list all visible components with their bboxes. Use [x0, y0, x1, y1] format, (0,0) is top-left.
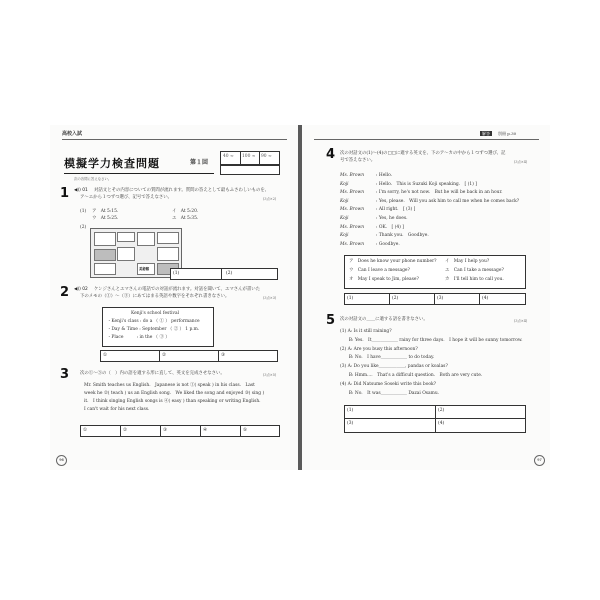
option: エ At 5:35.: [172, 216, 199, 221]
passage-line: it. I think singing English songs is ④( easy ) than speaking or writing English.: [84, 399, 261, 404]
dialogue-line: : All right. [ (3) ]: [376, 207, 416, 213]
audio-icon[interactable]: ◀)) 01: [74, 188, 88, 193]
answer-cell[interactable]: ③: [221, 353, 225, 358]
dialogue-line: : Yes, he does.: [376, 216, 408, 221]
answer-cell[interactable]: (1): [171, 269, 222, 279]
question-number: 5: [326, 313, 336, 328]
left-page: [50, 125, 298, 470]
dialogue-line: (3) A: Do you like＿＿＿＿＿＿, pandas or koalas?: [340, 364, 448, 370]
question-text: 次の対話文の＿＿に適する語を書きなさい。: [340, 317, 428, 322]
map-block: [94, 232, 116, 246]
speaker-name: Koji: [340, 216, 349, 221]
speaker-name: Ms. Brown: [340, 241, 365, 247]
passage-line: Mr. Smith teaches us English. Japanese is not ①( speak ) in his class. Last: [84, 383, 255, 388]
speaker-name: Koji: [340, 198, 349, 204]
round-label: 第１回: [190, 159, 209, 166]
answer-cell[interactable]: ③: [161, 426, 201, 436]
choice: エ Can I take a message?: [445, 268, 504, 273]
points-label: (3点×2): [263, 197, 277, 201]
map-museum-label: 美術館: [139, 267, 150, 271]
answer-cell[interactable]: ②: [160, 351, 219, 361]
map-block: [137, 232, 155, 246]
speaker-name: Koji: [340, 233, 349, 239]
question-text: 下のメモの（①）～（③）にあてはまる英語や数字をそれぞれ書きなさい。: [80, 294, 230, 299]
dialogue-line: B: Yes. It＿＿＿＿＿＿ rainy for three days. I hope it will be sunny tomorrow.: [340, 337, 523, 343]
option: イ At 5:20.: [172, 209, 199, 214]
dialogue-line: (4) A: Did Natsume Soseki write this book?: [340, 381, 436, 387]
dialogue-line: : Hello. This is Suzuki Koji speaking. [ (1) ]: [376, 181, 477, 187]
answer-cell[interactable]: (4): [438, 421, 445, 426]
dialogue-line: B: No. It was＿＿＿＿＿＿ Dazai Osamu.: [340, 390, 440, 396]
dialogue-line: : I'm sorry, he's not now. But he will be back in an hour.: [376, 190, 503, 196]
sub-label: (2): [80, 225, 87, 230]
speaker-name: Koji: [340, 181, 349, 187]
dialogue-line: : Yes, please. Will you ask him to call me when he comes back?: [376, 198, 520, 204]
audio-icon[interactable]: ◀)) 02: [74, 287, 88, 292]
general-note: 次の各問に答えなさい。: [74, 177, 112, 181]
answer-box: [80, 425, 280, 437]
score-cell: 100 ∞: [240, 152, 260, 164]
choice: ウ Can I leave a message?: [349, 268, 410, 273]
question-number: 2: [60, 285, 70, 300]
answer-cell[interactable]: ④: [201, 426, 241, 436]
option: ウ At 5:25.: [92, 216, 119, 221]
score-box: [220, 151, 280, 165]
speaker-name: Ms. Brown: [340, 173, 365, 178]
answer-cell[interactable]: (2): [226, 271, 233, 276]
map-block: [117, 247, 135, 261]
map-block: [94, 263, 116, 275]
answer-box: [170, 268, 278, 280]
memo-line: ・Day & Time : September （ ② ） 1 p.m.: [107, 327, 200, 332]
choice: カ I'll tell him to call you.: [445, 277, 504, 282]
answer-cell[interactable]: (3): [345, 419, 436, 432]
page-header: 高校入試: [62, 131, 83, 137]
question-number: 3: [60, 367, 70, 382]
dialogue-line: (1) A: Is it still raining?: [340, 329, 392, 334]
memo-box: [102, 307, 214, 347]
question-text: 次の①～⑤の（ ）内の語を適する形に直して、英文を完成させなさい。: [80, 371, 225, 376]
dialogue-line: B: No. I have＿＿＿＿＿＿ to do today.: [340, 355, 435, 361]
map-block: [157, 232, 179, 244]
question-number: 1: [60, 186, 70, 201]
answer-cell[interactable]: ①: [101, 351, 160, 361]
question-text: 対話文とその内容についての質問が流れます。質問の答えとして最もふさわしいものを、: [94, 188, 270, 193]
dialogue-line: : Hello.: [376, 173, 393, 178]
page-title: 模擬学力検査問題: [64, 157, 160, 170]
points-label: (3点×4): [514, 319, 528, 323]
answer-reference: 別冊 p.30: [498, 131, 517, 136]
title-underline: [64, 173, 214, 174]
points-label: (3点×4): [514, 160, 528, 164]
answer-cell[interactable]: ⑤: [243, 428, 247, 433]
choice: ア Does he know your phone number?: [349, 259, 437, 264]
question-text: 次の対話文の(1)～(4)の□□に適する英文を、下のア～カの中から１つずつ選び、記: [340, 151, 506, 156]
map-diagram: [90, 228, 182, 278]
page-number: 97: [534, 455, 545, 466]
speaker-name: Ms. Brown: [340, 190, 365, 196]
passage-line: week he ②( teach ) us an English song. We liked the song and enjoyed ③( sing ): [84, 391, 265, 396]
map-block: [117, 232, 135, 242]
question-number: 4: [326, 147, 336, 162]
answer-cell[interactable]: ①: [81, 426, 121, 436]
dialogue-line: : OK. [ (4) ]: [376, 224, 404, 230]
dialogue-line: B: Hmm.... That's a difficult question. Both are very cute.: [340, 373, 483, 378]
choice: オ May I speak to Jim, please?: [349, 277, 419, 282]
speaker-name: Ms. Brown: [340, 207, 365, 213]
answer-cell[interactable]: ②: [121, 426, 161, 436]
question-text: ケンジさんとエマさんの電話での対話が流れます。対話を聞いて、エマさんが書いた: [94, 287, 261, 292]
memo-line: ・Kenji's class : do a （ ① ） performance: [107, 319, 200, 324]
dialogue-line: (2) A: Are you busy this afternoon?: [340, 346, 418, 352]
choice: イ May I help you?: [445, 259, 490, 264]
answer-cell[interactable]: (2): [436, 406, 525, 419]
divider: [62, 139, 287, 140]
answer-cell[interactable]: (2): [390, 294, 435, 304]
book-spread: [50, 125, 550, 470]
dialogue-line: : Goodbye.: [376, 241, 400, 247]
dialogue-line: : Thank you. Goodbye.: [376, 233, 429, 239]
question-text: 号で答えなさい。: [340, 158, 376, 163]
choices-box: [344, 255, 526, 289]
map-block: [157, 247, 179, 261]
answer-cell[interactable]: (4): [482, 296, 489, 301]
right-page: [302, 125, 550, 470]
answer-box: [344, 293, 526, 305]
memo-title: Kenji's school festival: [131, 311, 179, 316]
points-label: (3点×5): [263, 373, 277, 377]
question-text: ア～エから１つずつ選び、記号で答えなさい。: [80, 195, 173, 200]
score-cell: 40 ∞: [221, 152, 241, 164]
divider: [314, 139, 539, 140]
answer-cell[interactable]: (1): [345, 406, 436, 419]
page-number: 96: [56, 455, 67, 466]
answer-cell[interactable]: (3): [435, 294, 480, 304]
sub-label: (1): [80, 209, 87, 214]
speaker-name: Ms. Brown: [340, 224, 365, 230]
memo-line: ・Place : in the （ ③ ）: [107, 335, 170, 340]
answer-tag: 解答: [482, 131, 490, 136]
passage-line: I can't wait for his next class.: [84, 407, 150, 412]
points-label: (3点×3): [263, 296, 277, 300]
option: ア At 5:15.: [92, 209, 119, 214]
score-cell: 90 ∞: [261, 154, 272, 159]
score-total-box: [220, 165, 280, 175]
map-block: [94, 249, 116, 261]
answer-box: [344, 405, 526, 433]
answer-box: [100, 350, 278, 362]
answer-cell[interactable]: (1): [345, 294, 390, 304]
